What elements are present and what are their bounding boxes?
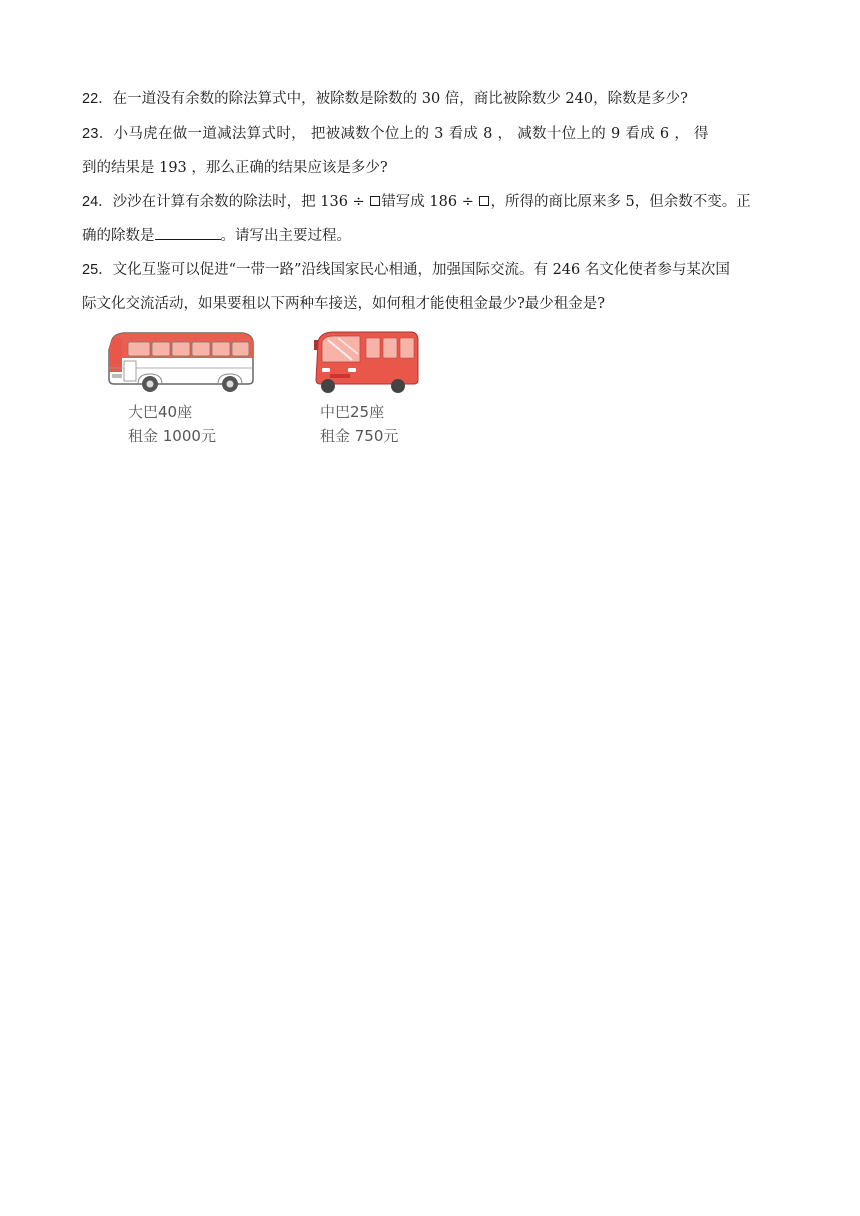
unknown-box-icon: [479, 196, 489, 206]
question-number: 23．: [82, 126, 114, 142]
question-25: [82, 253, 778, 321]
midsize-bus-icon: [308, 328, 422, 398]
coach-bus-icon: [102, 328, 258, 398]
question-number: 22．: [82, 91, 113, 107]
question-text: 。请写出主要过程。: [220, 228, 351, 244]
bus-rent: 租金 1000元: [128, 427, 216, 445]
question-text: ，所得的商比原来多 5，但余数不变。正: [490, 194, 751, 210]
question-number: 24．: [82, 194, 113, 210]
question-text: 沙沙在计算有余数的除法时，把 136 ÷: [112, 194, 370, 210]
question-text: 确的除数是: [82, 228, 155, 244]
question-24: [82, 185, 778, 253]
question-text: 小马虎在做一道减法算式时， 把被减数个位上的 3 看成 8 ， 减数十位上的 9 看成 6 ， 得: [113, 126, 709, 142]
question-number: 25．: [82, 262, 113, 278]
question-text: 际文化交流活动，如果要租以下两种车接送，如何租才能使租金最少?最少租金是?: [82, 296, 606, 312]
question-22: [82, 82, 778, 116]
bus-option-medium: [308, 328, 426, 450]
bus-name: 中巴25座: [320, 403, 385, 421]
bus-option-large: [100, 328, 260, 450]
question-text: 到的结果是 193 ，那么正确的结果应该是多少?: [82, 160, 388, 176]
question-23: [82, 117, 778, 185]
unknown-box-icon: [370, 196, 380, 206]
question-text: 文化互鉴可以促进“一带一路”沿线国家民心相通，加强国际交流。有 246 名文化使者参与某次国: [112, 262, 730, 278]
bus-name: 大巴40座: [128, 403, 193, 421]
question-text: 在一道没有余数的除法算式中，被除数是除数的 30 倍，商比被除数少 240，除数是多少?: [112, 91, 688, 107]
question-text: 错写成 186 ÷: [381, 194, 479, 210]
answer-blank[interactable]: [155, 225, 221, 240]
bus-rent: 租金 750元: [320, 427, 399, 445]
